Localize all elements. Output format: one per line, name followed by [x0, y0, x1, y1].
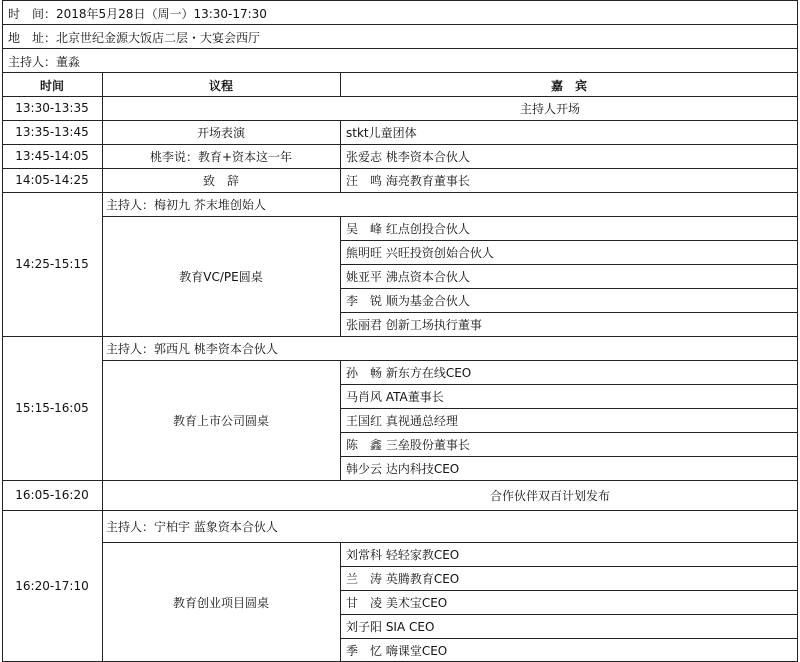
- grid-line: [102, 216, 798, 217]
- grid-line: [340, 312, 798, 313]
- grid-line: [2, 510, 798, 511]
- release-time: 16:05-16:20: [15, 488, 89, 502]
- grid-line: [340, 120, 341, 192]
- grid-line: [340, 638, 798, 639]
- release-text: 合作伙伴双百计划发布: [489, 488, 610, 503]
- grid-line: [797, 0, 798, 662]
- panel-guest: 韩少云 达内科技CEO: [346, 461, 460, 476]
- grid-line: [2, 96, 798, 97]
- grid-line: [2, 24, 798, 25]
- panel-host: 主持人：宁柏宇 蓝象资本合伙人: [106, 519, 278, 534]
- panel-guest: 季 忆 嗨课堂CEO: [346, 643, 448, 658]
- grid-line: [2, 120, 798, 121]
- grid-line: [102, 72, 103, 662]
- grid-line: [2, 336, 798, 337]
- panel-guest: 陈 鑫 三垒股份董事长: [346, 437, 470, 452]
- row-time: 13:35-13:45: [15, 125, 89, 139]
- row-agenda: 致 辞: [202, 173, 239, 188]
- grid-line: [340, 614, 798, 615]
- panel-topic: 教育上市公司圆桌: [172, 413, 269, 428]
- panel-guest: 李 锐 顺为基金合伙人: [346, 293, 470, 308]
- panel-topic: 教育创业项目圆桌: [172, 595, 269, 610]
- row-merged-text: 主持人开场: [519, 101, 580, 116]
- panel-guest: 孙 畅 新东方在线CEO: [346, 365, 472, 380]
- panel-guest: 刘常科 轻轻家教CEO: [346, 547, 460, 562]
- grid-line: [340, 384, 798, 385]
- panel-guest: 刘子阳 SIA CEO: [346, 619, 435, 634]
- grid-line: [340, 288, 798, 289]
- grid-line: [2, 0, 798, 1]
- row-guest: 张爱志 桃李资本合伙人: [346, 149, 470, 164]
- panel-host: 主持人：郭西凡 桃李资本合伙人: [106, 341, 278, 356]
- grid-line: [340, 72, 341, 96]
- grid-line: [340, 456, 798, 457]
- panel-guest: 张丽君 创新工场执行董事: [346, 317, 482, 332]
- grid-line: [340, 590, 798, 591]
- header-agenda: 议程: [208, 78, 233, 93]
- grid-line: [2, 72, 798, 73]
- panel-host: 主持人：梅初九 芥末堆创始人: [106, 197, 266, 212]
- row-guest: 汪 鸣 海亮教育董事长: [346, 173, 470, 188]
- row-agenda: 开场表演: [196, 125, 245, 140]
- grid-line: [102, 360, 798, 361]
- panel-guest: 王国红 真视通总经理: [346, 413, 458, 428]
- event-host-line: 主持人：董淼: [8, 54, 81, 69]
- grid-line: [340, 240, 798, 241]
- event-place-line: 地 址：北京世纪金源大饭店二层・大宴会西厅: [8, 30, 261, 45]
- grid-line: [2, 192, 798, 193]
- panel-time: 14:25-15:15: [15, 257, 89, 271]
- grid-line: [102, 542, 798, 543]
- grid-line: [340, 216, 341, 336]
- row-agenda: 桃李说：教育+资本这一年: [149, 149, 293, 164]
- row-time: 13:30-13:35: [15, 101, 89, 115]
- panel-topic: 教育VC/PE圆桌: [179, 269, 263, 284]
- panel-guest: 姚亚平 沸点资本合伙人: [346, 269, 470, 284]
- grid-line: [2, 144, 798, 145]
- panel-guest: 熊明旺 兴旺投资创始合伙人: [346, 245, 494, 260]
- row-guest: stkt儿童团体: [346, 125, 417, 140]
- panel-guest: 甘 凌 美术宝CEO: [346, 595, 448, 610]
- grid-line: [340, 360, 341, 480]
- grid-line: [2, 48, 798, 49]
- grid-line: [340, 264, 798, 265]
- grid-line: [2, 0, 3, 662]
- header-guest: 嘉 宾: [550, 78, 587, 93]
- event-time-line: 时 间：2018年5月28日（周一）13:30-17:30: [8, 6, 267, 21]
- grid-line: [2, 480, 798, 481]
- row-time: 14:05-14:25: [15, 173, 89, 187]
- panel-guest: 马肖风 ATA董事长: [346, 389, 444, 404]
- panel-time: 16:20-17:10: [15, 579, 89, 593]
- panel-time: 15:15-16:05: [15, 401, 89, 415]
- grid-line: [340, 566, 798, 567]
- grid-line: [2, 168, 798, 169]
- panel-guest: 吴 峰 红点创投合伙人: [346, 221, 470, 236]
- grid-line: [340, 432, 798, 433]
- panel-guest: 兰 涛 英腾教育CEO: [346, 571, 460, 586]
- grid-line: [340, 408, 798, 409]
- header-time: 时间: [39, 78, 64, 93]
- grid-line: [340, 542, 341, 662]
- row-time: 13:45-14:05: [15, 149, 89, 163]
